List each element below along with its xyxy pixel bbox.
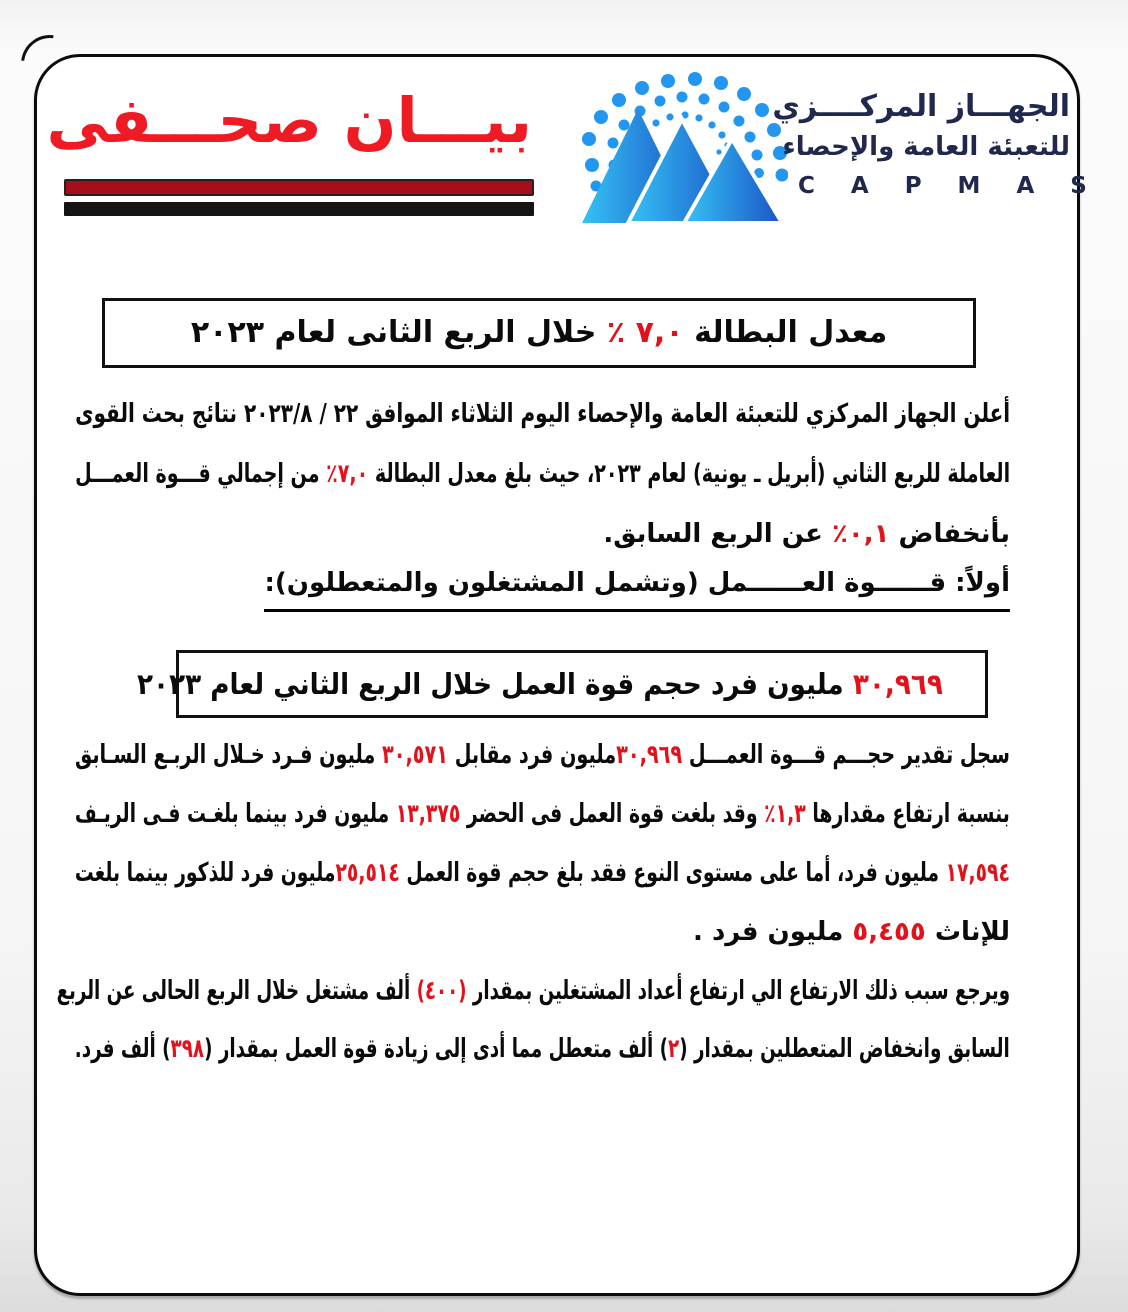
body-text: ) ألف فرد.: [74, 1034, 171, 1064]
body-text: من إجمالي قـــوة العمـــل: [74, 459, 327, 489]
body-text: ألف مشتغل خلال الربع الحالى عن الربع: [56, 976, 417, 1006]
highlighted-figure: ٣٠,٩٦٩: [616, 740, 683, 770]
body-text: سجل تقدير حجـــم قـــوة العمـــل: [682, 740, 1010, 770]
body-text: مليون فـرد خـلال الربـع السـابق: [75, 740, 383, 770]
capmas-logo-text: [772, 86, 1101, 206]
highlighted-figure: ٢٥,٥١٤: [335, 858, 400, 888]
body-text: السابق وانخفاض المتعطلين بمقدار (: [679, 1034, 1010, 1064]
capmas-acronym: C A P M A S: [798, 173, 1101, 199]
labor-force-headline-box: [137, 650, 988, 718]
body-text: عن الربع السابق.: [603, 519, 832, 549]
capmas-logo-icon: [576, 72, 788, 232]
body-line: [75, 785, 1010, 844]
body-text: بنسبة ارتفاع مقدارها: [805, 799, 1010, 829]
flag-bar-red: [64, 179, 534, 196]
highlighted-figure: ٣٠,٥٧١: [382, 740, 449, 770]
body-text: وقد بلغت قوة العمل فى الحضر: [460, 799, 765, 829]
org-subtitle-arabic: للتعبئة العامة والإحصاء: [782, 132, 1070, 162]
body-line: [75, 844, 1010, 903]
highlighted-figure: (٤٠٠): [416, 976, 467, 1006]
flag-bar-black: [64, 202, 534, 216]
body-text: مليون فرد .: [693, 917, 853, 947]
org-name-arabic: الجهـــاز المركــــزي: [772, 89, 1070, 124]
body-line: [75, 504, 1010, 564]
body-text: العاملة للربع الثاني (أبريل ـ يونية) لعام ٢٠٢٣، حيث بلغ معدل البطالة: [368, 459, 1010, 489]
body-line: [75, 726, 1010, 785]
body-text: معدل البطالة: [683, 315, 888, 350]
body-text: للإناث: [925, 917, 1010, 947]
body-text: ) ألف متعطل مما أدى إلى زيادة قوة العمل بمقدار (: [204, 1034, 669, 1064]
section-heading-text: أولاً: قــــــوة العــــــمل (وتشمل المشتغلون والمتعطلون):: [264, 566, 1010, 612]
section-heading: [75, 566, 1010, 612]
highlighted-figure: ١٣,٣٧٥: [395, 799, 461, 829]
highlighted-figure: ٣٩٨: [170, 1034, 205, 1064]
body-line: [56, 962, 1010, 1020]
body-paragraph-1: [75, 726, 1010, 962]
highlighted-figure: ٧,٠٪: [326, 459, 369, 489]
body-text: مليون فرد بينما بلغـت فـى الريـف: [75, 799, 396, 829]
press-release-title: بيـــان صحـــفى: [46, 84, 532, 157]
body-text: خلال الربع الثانى لعام ٢٠٢٣: [190, 315, 607, 350]
body-text: بأنخفاض: [889, 519, 1010, 549]
body-line: [75, 444, 1010, 504]
body-text: مليون فرد حجم قوة العمل خلال الربع الثاني لعام ٢٠٢٣: [137, 667, 853, 701]
highlighted-figure: ٧,٠ ٪: [606, 315, 684, 350]
highlighted-figure: ٢: [668, 1034, 680, 1064]
highlighted-figure: ٥,٤٥٥: [852, 917, 926, 947]
body-text: أعلن الجهاز المركزي للتعبئة العامة والإحصاء اليوم الثلاثاء الموافق ٢٢ / ٢٠٢٣/٨ نتائج بحث القوى: [74, 399, 1010, 429]
body-text: مليون فرد، أما على مستوى النوع فقد بلغ حجم قوة العمل: [399, 858, 946, 888]
highlighted-figure: ٣٠,٩٦٩: [852, 667, 943, 701]
body-text: مليون فرد مقابل: [448, 740, 617, 770]
unemployment-rate-headline-box: [102, 298, 976, 368]
body-line: [75, 903, 1010, 962]
highlighted-figure: ٠,١٪: [831, 519, 890, 549]
body-text: مليون فرد للذكور بينما بلغت: [74, 858, 336, 888]
body-line: [75, 384, 1010, 444]
body-text: ويرجع سبب ذلك الارتفاع الي ارتفاع أعداد المشتغلين بمقدار: [466, 976, 1010, 1006]
highlighted-figure: ١,٣٪: [764, 799, 806, 829]
intro-paragraph: [75, 384, 1010, 564]
body-line: [75, 1020, 1010, 1078]
highlighted-figure: ١٧,٥٩٤: [945, 858, 1010, 888]
body-paragraph-2: [56, 962, 1010, 1078]
